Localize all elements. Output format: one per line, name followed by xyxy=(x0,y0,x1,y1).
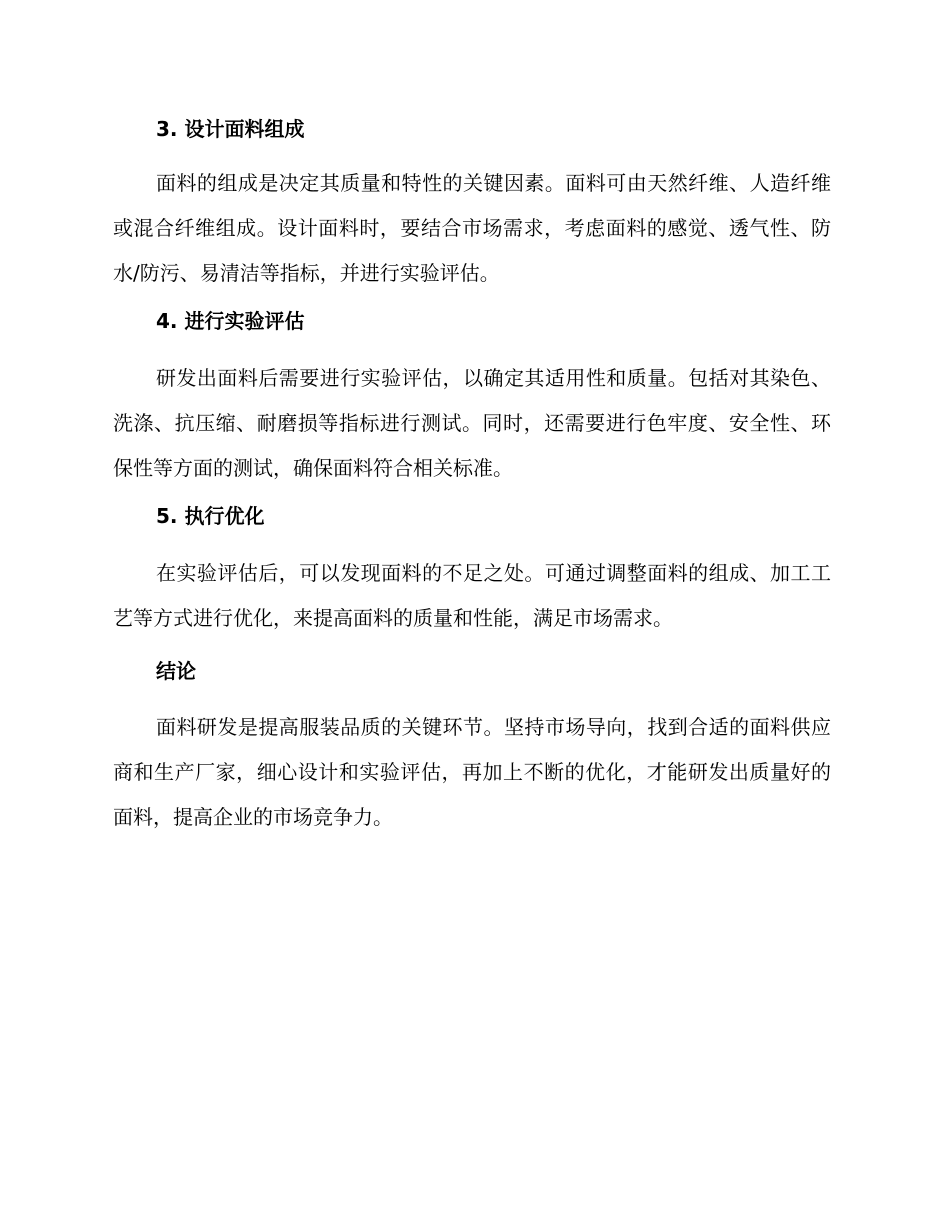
section-paragraph-conclusion: 面料研发是提高服装品质的关键环节。坚持市场导向，找到合适的面料供应商和生产厂家，细心设计和实验评估，再加上不断的优化，才能研发出质量好的面料，提高企业的市场竞争力。 xyxy=(113,715,831,829)
section-paragraph-design-composition: 面料的组成是决定其质量和特性的关键因素。面料可由天然纤维、人造纤维或混合纤维组成。设计面料时，要结合市场需求，考虑面料的感觉、透气性、防水/防污、易清洁等指标，并进行实验评估。 xyxy=(113,171,831,285)
section-paragraph-optimization: 在实验评估后，可以发现面料的不足之处。可通过调整面料的组成、加工工艺等方式进行优化，来提高面料的质量和性能，满足市场需求。 xyxy=(113,561,831,630)
section-heading-design-composition: 3. 设计面料组成 xyxy=(156,117,305,141)
section-heading-experiment-evaluation: 4. 进行实验评估 xyxy=(156,309,305,333)
section-heading-optimization: 5. 执行优化 xyxy=(156,504,265,528)
section-paragraph-experiment-evaluation: 研发出面料后需要进行实验评估，以确定其适用性和质量。包括对其染色、洗涤、抗压缩、耐磨损等指标进行测试。同时，还需要进行色牢度、安全性、环保性等方面的测试，确保面料符合相关标准。 xyxy=(113,366,831,480)
document-body xyxy=(113,110,831,840)
section-heading-conclusion: 结论 xyxy=(156,659,196,683)
